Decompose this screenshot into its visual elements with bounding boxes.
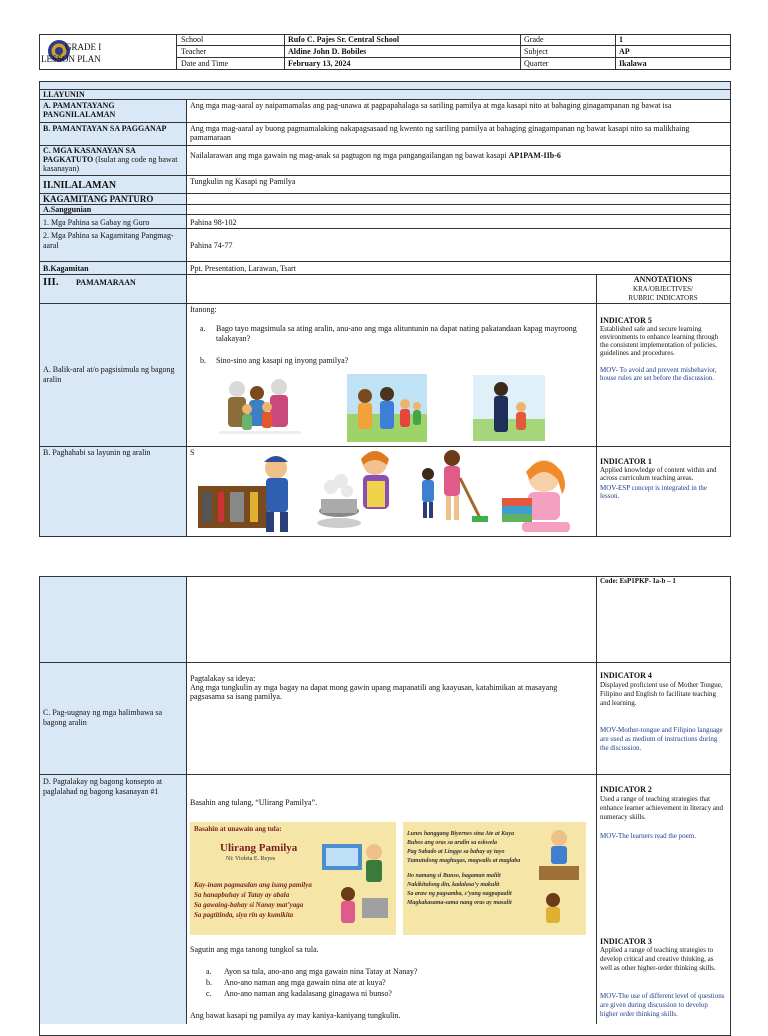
poem-title: Ulirang Pamilya: [220, 842, 298, 854]
step-d-question-a: Ayon sa tula, ano-ano ang mga gawain nina Tatay at Nanay?: [224, 967, 418, 976]
poem-line: Sa gawaing-bahay si Nanay mat’yaga: [194, 901, 304, 909]
family-picture-2: [347, 374, 427, 442]
kagamitan-title: KAGAMITANG PANTURO: [43, 194, 154, 204]
step-d-closing: Ang bawat kasapi ng pamilya ay may kaniya-kaniyang tungkulin.: [190, 1011, 401, 1020]
nilalaman-title: II.NILALAMAN: [43, 180, 117, 191]
step-a-question-b: Sino-sino ang kasapi ng inyong pamilya?: [216, 356, 349, 365]
poem-line: Sa hanapbuhay si Tatay ay abala: [194, 891, 290, 899]
poem-line: Lunes hanggang Biyernes sina Ate at Kuya: [407, 831, 515, 837]
poem-line: Kay-inam pagmasdan ang isang pamilya: [194, 881, 312, 889]
step-d-question-intro: Sagutin ang mga tanong tungkol sa tula.: [190, 945, 319, 954]
quarter-value: Ikalawa: [619, 59, 647, 68]
layunin-b-label: B. PAMANTAYAN SA PAGGANAP: [43, 124, 167, 133]
teacher-label: Teacher: [181, 47, 207, 56]
step-d-indicator2-mov: MOV-The learners read the poem.: [600, 832, 696, 840]
date-label: Date and Time: [181, 59, 229, 68]
step-d-indicator2-text: Used a range of teaching strategies that enhance learner achievement in literacy and numeracy skills.: [600, 795, 724, 821]
step-c-indicator-mov: MOV-Mother-tongue and Filipino language are used as medium of instructions during the discussion.: [600, 726, 723, 752]
poem-author: Ni: Violeta E. Reyes: [226, 856, 276, 862]
poem-line: Pag Sabado at Linggo sa bahay ay tuyo: [407, 849, 505, 855]
step-b-indicator-text: Applied knowledge of content within and across curriculum teaching areas.: [600, 466, 717, 482]
step-b-indicator-title: INDICATOR 1: [600, 457, 652, 466]
poem-line: Magkakasama-sama nang oras ay masulit: [407, 900, 512, 906]
step-a-indicator-text: Established safe and secure learning environments to enhance learning through the consistent implementation of policies, guidelines and procedures.: [600, 325, 719, 357]
annotations-title: ANNOTATIONS: [633, 275, 693, 284]
step-d-indicator2-title: INDICATOR 2: [600, 785, 652, 794]
plan-label: LESSON PLAN: [41, 54, 101, 64]
sanggunian-label: A.Sanggunian: [43, 205, 92, 214]
subject-label: Subject: [524, 47, 548, 56]
step-d-question-c: Ano-ano naman ang kadalasang ginagawa ni bunso?: [224, 989, 392, 998]
layunin-a-label: A. PAMANTAYANG PANGNILALAMAN: [43, 101, 116, 119]
poem-line: Sa pagtitinda, siya rin ay kumikita: [194, 911, 294, 919]
step-a-indicator-mov: MOV- To avoid and prevent misbehavior, house rules are set before the discussion.: [600, 366, 717, 382]
layunin-c-value: Nailalarawan ang mga gawain ng mag-anak sa pagtugon ng mga pangangailangan ng bawat kasapi AP1PAM-IIb-6: [190, 151, 561, 160]
guro-value: Pahina 98-102: [190, 218, 237, 227]
poem-line: Tumutulong maghugas, magwalis at maglaba: [407, 858, 521, 864]
layunin-c-label: C. MGA KASANAYAN SA PAGKATUTO (Isulat ang code ng bawat kasanayan): [43, 146, 178, 173]
pamamaraan-num: III.: [43, 276, 59, 288]
layunin-b-value: Ang mga mag-aaral ay buong pagmamalaking nakapagsasaad ng kwento ng sariling pamilya at bahaging ginagampanan ng bawat kasapi nito sa malikhaing pamamaraan: [190, 124, 690, 142]
step-c-indicator-title: INDICATOR 4: [600, 671, 652, 680]
teacher-value: Aldine John D. Bobiles: [288, 47, 367, 56]
chore-picture-repair: [196, 450, 304, 534]
subject-value: AP: [619, 47, 630, 56]
date-value: February 13, 2024: [288, 59, 351, 68]
poem-heading: Basahin at unawain ang tula:: [194, 825, 282, 833]
step-d-label: D. Pagtalakay ng bagong konsepto at paglalahad ng bagong kasanayan #1: [43, 777, 163, 796]
quarter-label: Quarter: [524, 59, 549, 68]
step-b-indicator-mov: MOV-ESP concept is integrated in the lesson.: [600, 484, 707, 500]
layunin-a-value: Ang mga mag-aaral ay naipamamalas ang pag-unawa at pagpapahalaga sa sariling pamilya at mga kasapi nito at bahaging ginagampanan ng bawat isa: [190, 101, 672, 110]
guro-label: 1. Mga Pahina sa Gabay ng Guro: [43, 218, 150, 227]
annotations-sub1: KRA/OBJECTIVES/: [633, 285, 693, 293]
kagamitan-b-label: B.Kagamitan: [43, 264, 89, 273]
step-c-indicator-text: Displayed proficient use of Mother Tongue, Filipino and English to facilitate teaching and learning.: [600, 681, 723, 707]
family-picture-3: [473, 375, 545, 441]
grade-value: 1: [619, 35, 623, 44]
nilalaman-value: Tungkulin ng Kasapi ng Pamilya: [190, 177, 296, 186]
school-label: School: [181, 35, 204, 44]
page2-code: Code: EsP1PKP- Ia-b – 1: [600, 577, 676, 585]
family-picture-1: [219, 371, 301, 441]
poem-school-illustration: [533, 826, 585, 926]
step-d-indicator3-text: Applied a range of teaching strategies to develop critical and creative thinking, as well as other higher-order thinking skills.: [600, 946, 716, 972]
step-d-instruction: Basahin ang tulang, “Ulirang Pamilya”.: [190, 798, 318, 807]
grade-label: GRADE I: [65, 42, 102, 52]
chore-picture-cooking: [313, 447, 409, 533]
poem-line: Ito namang si Bunso, bagaman maliit: [407, 873, 501, 879]
step-d-question-b: Ano-ano naman ang mga gawain nina ate at kuya?: [224, 978, 386, 987]
step-d-indicator3-title: INDICATOR 3: [600, 937, 652, 946]
step-b-text: S: [190, 448, 195, 457]
mag-aaral-value: Pahina 74-77: [190, 241, 233, 250]
grade-label-cell: Grade: [524, 35, 544, 44]
step-c-line1: Pagtalakay sa ideya:: [190, 674, 256, 683]
step-a-intro: Itanong:: [190, 305, 217, 314]
poem-line: Sa araw ng pagsamba, s’yang nagpapaalit: [407, 891, 512, 897]
chore-picture-sweeping: [410, 448, 490, 528]
annotations-sub2: RUBRIC INDICATORS: [628, 294, 698, 302]
poem-line: Buhos ang oras sa aralin sa eskwela: [407, 840, 498, 846]
poem-line: Nakikitulong din, kadalasa’y makulit: [407, 882, 500, 888]
step-a-indicator-title: INDICATOR 5: [600, 316, 652, 325]
chore-picture-laundry: [492, 450, 580, 538]
kagamitan-b-value: Ppt. Presentation, Larawan, Tsart: [190, 264, 296, 273]
step-c-label: C. Pag-uugnay ng mga halimbawa sa bagong aralin: [43, 708, 163, 727]
school-value: Rufo C. Pajes Sr. Central School: [288, 35, 400, 44]
poem-family-illustration: [318, 824, 394, 932]
mag-aaral-label: 2. Mga Pahina sa Kagamitang Pangmag-aaral: [43, 231, 174, 250]
logo-cell: [39, 34, 177, 70]
top-band: [40, 82, 730, 90]
step-d-indicator3-mov: MOV-The use of different level of questions are given during discussion to develop higher order thinking skills.: [600, 992, 725, 1018]
poem-card-left: [190, 822, 396, 935]
step-a-label: A. Balik-aral at/o pagsisimula ng bagong aralin: [43, 365, 175, 384]
layunin-title: I.LAYUNIN: [43, 90, 85, 99]
step-c-line2: Ang mga tungkulin ay mga bagay na dapat mong gawin upang mapanatili ang kaayusan, katahimikan at masayang pagsasama sa isang pamilya.: [190, 683, 558, 701]
step-b-label: B. Paghahabi sa layunin ng aralin: [43, 448, 151, 457]
poem-card-right: [403, 822, 586, 935]
step-a-question-a: Bago tayo magsimula sa ating aralin, anu-ano ang mga alituntunin na dapat nating pakatandaan kapag mayroong talakayan?: [216, 324, 577, 343]
pamamaraan-title: PAMAMARAAN: [76, 278, 136, 287]
